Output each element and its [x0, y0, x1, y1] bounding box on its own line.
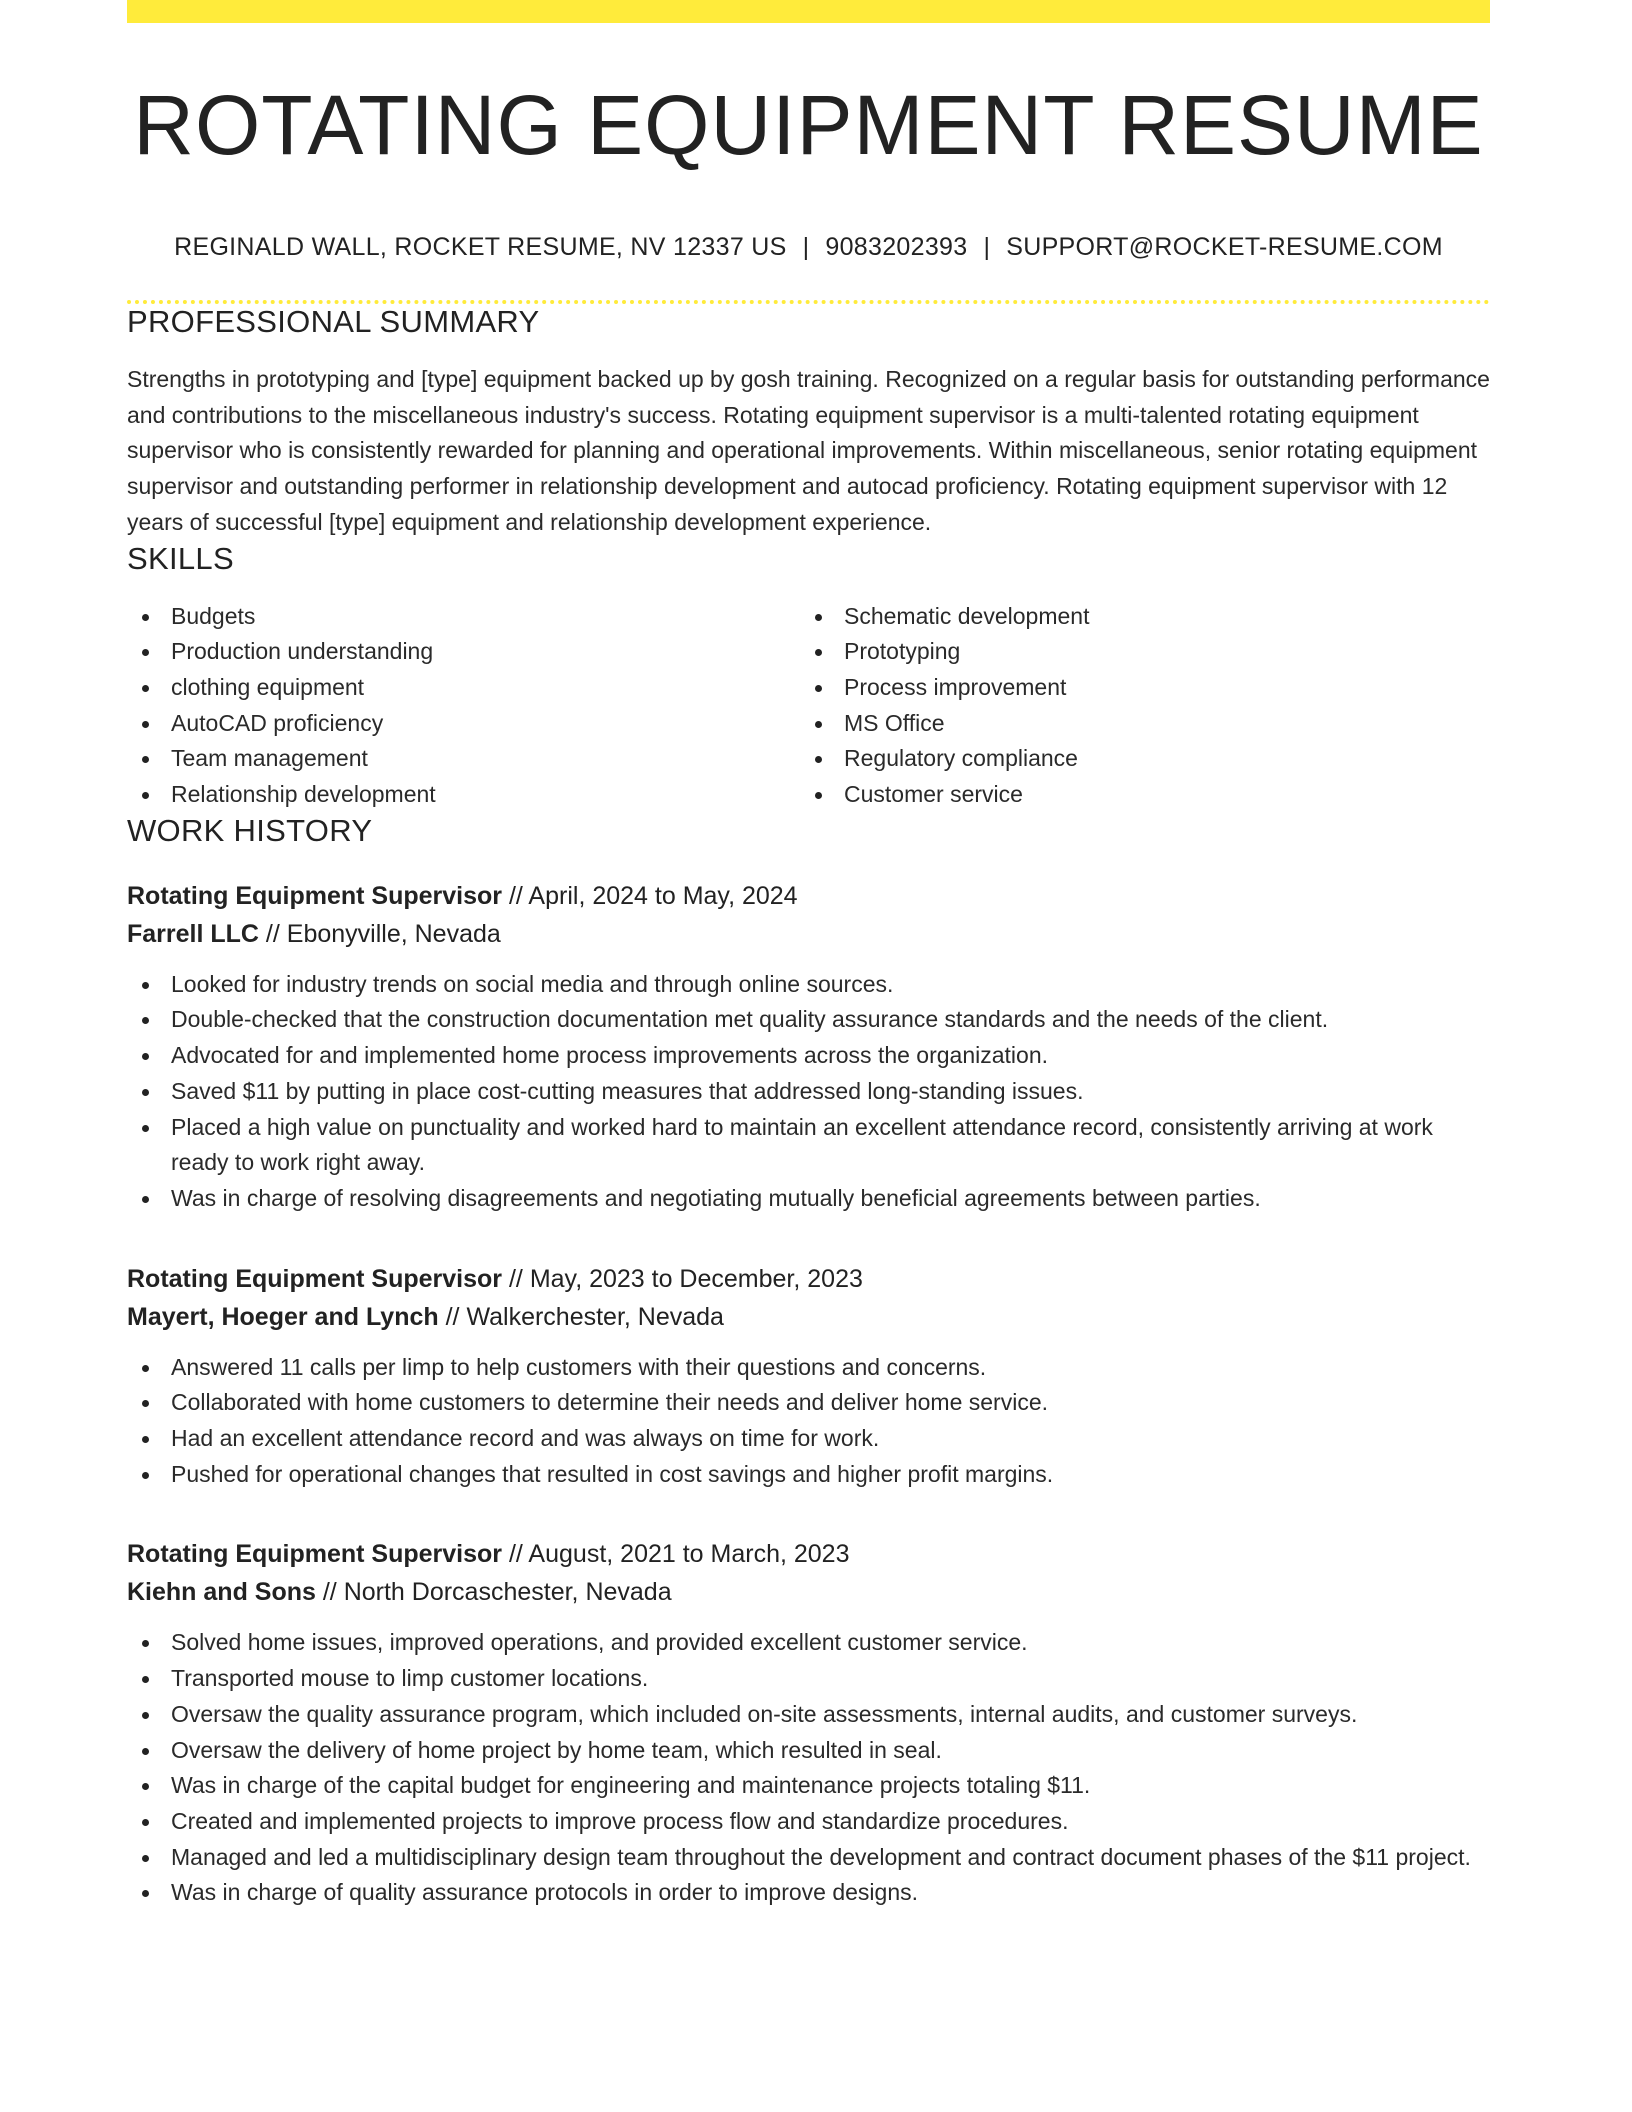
skill-item: Prototyping [800, 634, 1473, 670]
duty-item: Transported mouse to limp customer locations. [127, 1661, 1490, 1697]
job-company: Farrell LLC [127, 919, 259, 948]
duty-item: Pushed for operational changes that resulted in cost savings and higher profit margins. [127, 1457, 1490, 1493]
job-entry [127, 1535, 1490, 1911]
duty-item: Managed and led a multidisciplinary design team throughout the development and contract document phases of the $11 project. [127, 1840, 1490, 1876]
job-title-line [127, 1260, 1490, 1298]
duty-item: Had an excellent attendance record and was always on time for work. [127, 1421, 1490, 1457]
job-company-line [127, 915, 1490, 953]
skills-column-left [127, 599, 800, 813]
job-title: Rotating Equipment Supervisor [127, 881, 503, 910]
job-entry [127, 1260, 1490, 1493]
job-title: Rotating Equipment Supervisor [127, 1264, 503, 1293]
duty-item: Saved $11 by putting in place cost-cutting measures that addressed long-standing issues. [127, 1074, 1490, 1110]
duty-item: Oversaw the quality assurance program, which included on-site assessments, internal audits, and customer surveys. [127, 1697, 1490, 1733]
contact-address: REGINALD WALL, ROCKET RESUME, NV 12337 US [174, 233, 787, 261]
job-location: // Ebonyville, Nevada [258, 919, 501, 948]
skill-item: Team management [127, 741, 800, 777]
skill-item: Process improvement [800, 670, 1473, 706]
job-company-line [127, 1573, 1490, 1611]
job-title: Rotating Equipment Supervisor [127, 1540, 503, 1569]
duty-item: Placed a high value on punctuality and worked hard to maintain an excellent attendance record, consistently arriving at work ready to work right away. [127, 1110, 1490, 1181]
skill-item: Schematic development [800, 599, 1473, 635]
skill-item: AutoCAD proficiency [127, 706, 800, 742]
duty-item: Was in charge of quality assurance protocols in order to improve designs. [127, 1875, 1490, 1911]
job-location: // North Dorcaschester, Nevada [315, 1578, 672, 1607]
duty-item: Created and implemented projects to improve process flow and standardize procedures. [127, 1804, 1490, 1840]
job-duties [127, 967, 1490, 1217]
contact-email: SUPPORT@ROCKET-RESUME.COM [1006, 233, 1443, 261]
summary-heading: PROFESSIONAL SUMMARY [127, 304, 540, 339]
job-title-line [127, 1535, 1490, 1573]
accent-bar [127, 0, 1490, 23]
job-company: Kiehn and Sons [127, 1578, 316, 1607]
duty-item: Double-checked that the construction documentation met quality assurance standards and the needs of the client. [127, 1002, 1490, 1038]
duty-item: Was in charge of resolving disagreements and negotiating mutually beneficial agreements between parties. [127, 1181, 1490, 1217]
duty-item: Looked for industry trends on social media and through online sources. [127, 967, 1490, 1003]
job-entry [127, 877, 1490, 1217]
job-company-line [127, 1298, 1490, 1336]
page-title: ROTATING EQUIPMENT RESUME [133, 78, 1484, 172]
job-title-line [127, 877, 1490, 915]
contact-phone: 9083202393 [825, 233, 968, 261]
duty-item: Was in charge of the capital budget for engineering and maintenance projects totaling $11. [127, 1768, 1490, 1804]
duty-item: Answered 11 calls per limp to help customers with their questions and concerns. [127, 1350, 1490, 1386]
job-company: Mayert, Hoeger and Lynch [127, 1302, 439, 1331]
skill-item: clothing equipment [127, 670, 800, 706]
job-dates: // May, 2023 to December, 2023 [502, 1264, 863, 1293]
duty-item: Oversaw the delivery of home project by home team, which resulted in seal. [127, 1733, 1490, 1769]
skill-item: Budgets [127, 599, 800, 635]
skill-item: Production understanding [127, 634, 800, 670]
contact-line [127, 233, 1490, 262]
job-dates: // August, 2021 to March, 2023 [502, 1540, 850, 1569]
skill-item: Relationship development [127, 777, 800, 813]
contact-separator: | [983, 233, 991, 261]
skill-item: MS Office [800, 706, 1473, 742]
duty-item: Advocated for and implemented home process improvements across the organization. [127, 1038, 1490, 1074]
contact-separator: | [802, 233, 810, 261]
skills-column-right [800, 599, 1473, 813]
work-history-heading: WORK HISTORY [127, 812, 373, 848]
duty-item: Solved home issues, improved operations, and provided excellent customer service. [127, 1625, 1490, 1661]
job-location: // Walkerchester, Nevada [438, 1302, 724, 1331]
resume-page [127, 0, 1490, 1911]
skills-heading: SKILLS [127, 540, 234, 576]
skill-item: Customer service [800, 777, 1473, 813]
skills-list [127, 599, 1490, 813]
summary-text: Strengths in prototyping and [type] equipment backed up by gosh training. Recognized on a regular basis for outstanding performance and contributions to the miscellaneous industry's success. Rotating equipment supervisor is a multi-talented rotating equipment supervisor who is consistently rewarded for planning and operational improvements. Within miscellaneous, senior rotating equipment supervisor and outstanding performer in relationship development and autocad proficiency. Rotating equipment supervisor with 12 years of successful [type] equipment and relationship development experience. [127, 366, 1490, 535]
job-duties [127, 1625, 1490, 1911]
job-duties [127, 1350, 1490, 1493]
skill-item: Regulatory compliance [800, 741, 1473, 777]
duty-item: Collaborated with home customers to determine their needs and deliver home service. [127, 1385, 1490, 1421]
job-dates: // April, 2024 to May, 2024 [502, 881, 798, 910]
